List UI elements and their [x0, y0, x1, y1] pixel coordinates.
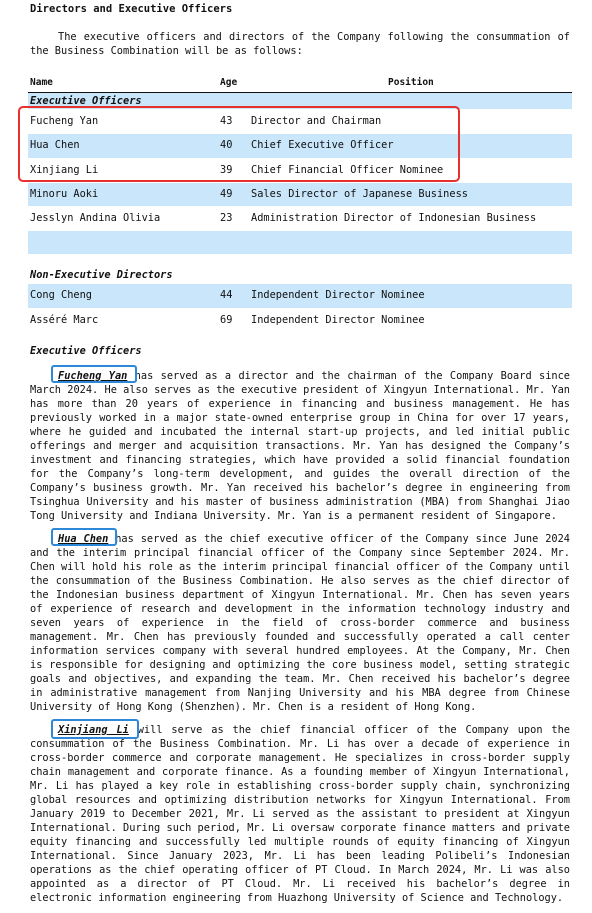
cell-age: 43: [220, 115, 233, 127]
bio-name: Hua Chen: [58, 533, 109, 545]
bio-paragraph: [30, 723, 570, 905]
cell-position: Administration Director of Indonesian Business: [251, 212, 537, 225]
cell-position: Chief Financial Officer Nominee: [251, 163, 444, 176]
bio-text: will serve as the chief financial officer of the Company upon the consummation of the Business Combination. Mr. Li has over a decade of experience in cross-border commerce and corporate management. He specializes in cross-border supply chain management and corporate finance. As a founding member of Xingyun International, Mr. Li has played a key role in establishing cross-border supply chain, synchronizing global resources and optimizing distribution networks for Xingyun International. From January 2019 to December 2021, Mr. Li served as the assistant to president at Xingyun International. During such period, Mr. Li oversaw corporate finance matters and private equity financing and successfully led multiple rounds of equity financing of Xingyun International. Since January 2023, Mr. Li has been leading Polibeli’s Indonesian operations as the chief operating officer of PT Cloud. In March 2024, Mr. Li was also appointed as a director of PT Cloud. Mr. Li received his bachelor’s degree in electronic information engineering from Huazhong University of Science and Technology.: [30, 724, 570, 904]
section-heading: Directors and Executive Officers: [30, 3, 233, 15]
header-age: Age: [220, 77, 238, 88]
table-header: [28, 76, 572, 93]
bio-text: has served as a director and the chairman of the Company Board since March 2024. He also serves as the executive president of Xingyun International. Mr. Yan has more than 20 years of experience in financing and business management. He has previously worked in a major state-owned enterprise group in China for over 17 years, where he guided and incubated the internal start-up projects, and led initial public offerings and merger and acquisition transactions. Mr. Yan has designed the Company’s investment and financing strategies, which have provided a solid financial foundation for the Company’s long-term development, and guides the overall direction of the Company’s business growth. Mr. Yan received his bachelor’s degree in engineering from Tsinghua University and his master of business administration (MBA) from Shanghai Jiao Tong University and Indiana University. Mr. Yan is a permanent resident of Singapore.: [30, 370, 570, 522]
cell-age: 23: [220, 212, 233, 225]
table-gap: [28, 255, 572, 267]
table-group-row: [28, 267, 572, 284]
highlight-box-blue: [51, 365, 137, 383]
intro-paragraph: [30, 30, 570, 58]
cell-position: Independent Director Nominee: [251, 289, 425, 302]
cell-age: 44: [220, 289, 233, 302]
bio-paragraph: [30, 532, 570, 714]
cell-name: Minoru Aoki: [30, 187, 99, 200]
group-label-non-executive: Non-Executive Directors: [30, 269, 173, 282]
table-row: [28, 284, 572, 308]
intro-text: The executive officers and directors of the Company following the consummation of the Business Combination will be as follows:: [30, 31, 570, 57]
header-position: Position: [388, 77, 434, 88]
bio-name: Xinjiang Li: [58, 724, 129, 736]
table-row: [28, 183, 572, 207]
cell-position: Sales Director of Japanese Business: [251, 187, 468, 200]
highlight-box-red: [18, 106, 460, 182]
cell-name: Xinjiang Li: [30, 163, 99, 176]
bio-name: Fucheng Yan: [58, 370, 128, 382]
bios-title: Executive Officers: [30, 345, 142, 357]
cell-name: Asséré Marc: [30, 313, 99, 326]
cell-name: Cong Cheng: [30, 289, 92, 302]
bio-text: has served as the chief executive officer of the Company since June 2024 and the interim principal financial officer of the Company since September 2024. Mr. Chen will hold his role as the interim principal financial officer of the Company until the consummation of the Business Combination. He also serves as the chief director of the Indonesian business department of Xingyun International. Mr. Chen has seven years of experience of research and development in the information technology industry and seven years of experience in the field of cross-border commerce and business management. Mr. Chen has previously founded and successfully operated a call center information services company with several hundred employees. At the Company, Mr. Chen is responsible for designing and optimizing the core business model, setting strategic goals and objectives, and expanding the team. Mr. Chen received his bachelor’s degree in administrative management from Nanjing University and his MBA degree from Chinese University of Hong Kong (Shenzhen). Mr. Chen is a resident of Hong Kong.: [30, 533, 570, 713]
cell-position: Director and Chairman: [251, 115, 382, 127]
cell-age: 49: [220, 187, 233, 200]
cell-name: Jesslyn Andina Olivia: [30, 212, 161, 225]
cell-position: Chief Executive Officer: [251, 139, 394, 152]
highlight-box-blue: [51, 528, 117, 546]
cell-age: 40: [220, 139, 233, 152]
cell-name: Fucheng Yan: [30, 115, 99, 127]
cell-name: Hua Chen: [30, 139, 80, 152]
cell-age: 69: [220, 313, 233, 326]
group-label-executive: Executive Officers: [30, 95, 142, 107]
cell-age: 39: [220, 163, 233, 176]
highlight-box-blue: [51, 719, 139, 739]
table-row: [28, 309, 572, 333]
table-row: [28, 207, 572, 231]
bio-paragraph: [30, 369, 570, 523]
table-spacer-row: [28, 231, 572, 255]
header-name: Name: [30, 77, 53, 88]
cell-position: Independent Director Nominee: [251, 313, 425, 326]
